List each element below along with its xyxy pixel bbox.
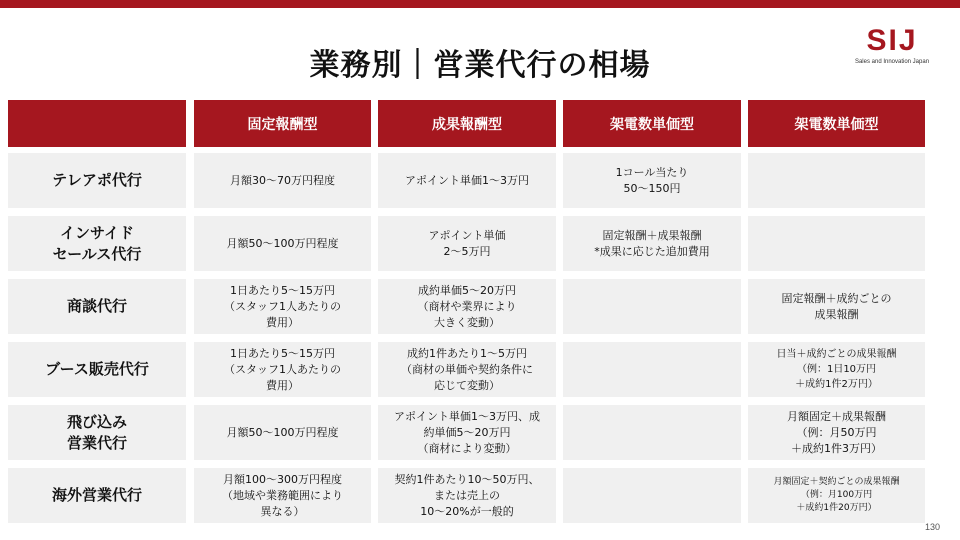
table-cell — [563, 468, 741, 523]
table-cell: 日当＋成約ごとの成果報酬 （例：1日10万円 ＋成約1件2万円） — [748, 342, 925, 397]
row-label: インサイド セールス代行 — [8, 216, 186, 271]
table-cell: 1日あたり5〜15万円 （スタッフ1人あたりの 費用） — [194, 279, 371, 334]
row-label: テレアポ代行 — [8, 153, 186, 208]
header-corner-cell — [8, 100, 186, 147]
column-header-1: 固定報酬型 — [194, 100, 371, 147]
table-cell: 固定報酬＋成果報酬 *成果に応じた追加費用 — [563, 216, 741, 271]
column-header-3: 架電数単価型 — [563, 100, 741, 147]
table-cell — [748, 216, 925, 271]
table-cell — [563, 342, 741, 397]
table-cell: 1日あたり5〜15万円 （スタッフ1人あたりの 費用） — [194, 342, 371, 397]
row-label: 飛び込み 営業代行 — [8, 405, 186, 460]
table-cell: 月額30〜70万円程度 — [194, 153, 371, 208]
table-cell: 固定報酬＋成約ごとの 成果報酬 — [748, 279, 925, 334]
table-cell: 月額100〜300万円程度 （地域や業務範囲により 異なる） — [194, 468, 371, 523]
table-cell — [563, 279, 741, 334]
table-cell: アポイント単価1〜3万円、成 約単価5〜20万円 （商材により変動） — [378, 405, 556, 460]
table-cell: 成約1件あたり1〜5万円 （商材の単価や契約条件に 応じて変動） — [378, 342, 556, 397]
table-cell: 月額固定＋契約ごとの成果報酬 （例：月100万円 ＋成約1件20万円） — [748, 468, 925, 523]
table-cell: 月額50〜100万円程度 — [194, 405, 371, 460]
table-cell: アポイント単価 2〜5万円 — [378, 216, 556, 271]
page-number: 130 — [924, 522, 940, 532]
table-cell: アポイント単価1〜3万円 — [378, 153, 556, 208]
top-accent-bar — [0, 0, 960, 8]
row-label: 商談代行 — [8, 279, 186, 334]
table-cell: 成約単価5〜20万円 （商材や業界により 大きく変動） — [378, 279, 556, 334]
table-cell: 月額固定＋成果報酬 （例：月50万円 ＋成約1件3万円） — [748, 405, 925, 460]
table-cell: 月額50〜100万円程度 — [194, 216, 371, 271]
table-cell: 契約1件あたり10〜50万円、 または売上の 10〜20%が一般的 — [378, 468, 556, 523]
row-label: ブース販売代行 — [8, 342, 186, 397]
logo-text: SIJ — [866, 24, 918, 57]
logo-subtitle: Sales and Innovation Japan — [854, 59, 930, 65]
row-label: 海外営業代行 — [8, 468, 186, 523]
column-header-4: 架電数単価型 — [748, 100, 925, 147]
company-logo — [846, 24, 938, 65]
table-cell: 1コール当たり 50〜150円 — [563, 153, 741, 208]
column-header-2: 成果報酬型 — [378, 100, 556, 147]
table-cell — [748, 153, 925, 208]
page-title: 業務別｜営業代行の相場 — [309, 48, 651, 83]
table-cell — [563, 405, 741, 460]
